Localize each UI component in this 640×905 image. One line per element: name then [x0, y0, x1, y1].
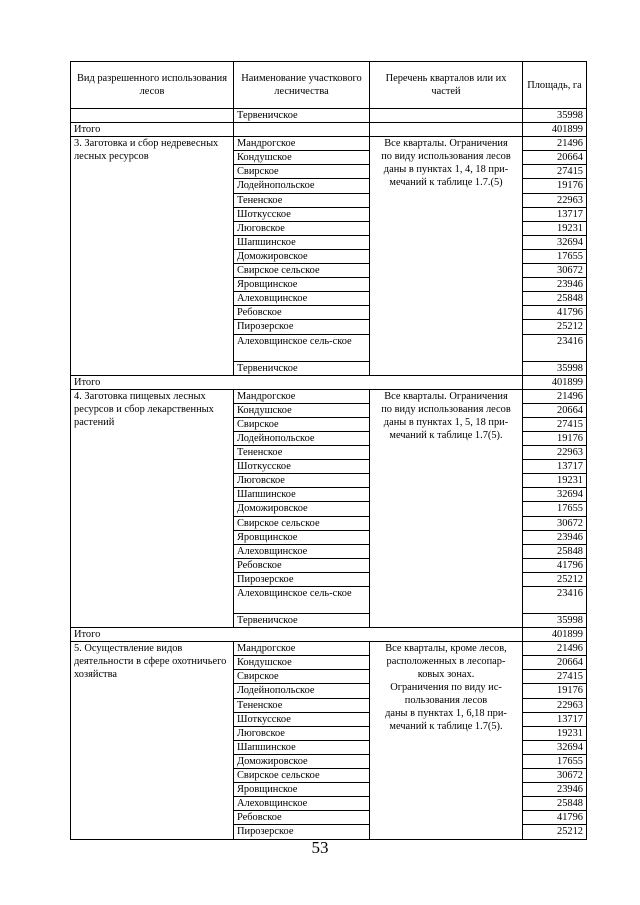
- forestry-name: Кондушское: [234, 151, 370, 165]
- forestry-name: Шапшинское: [234, 235, 370, 249]
- area-value: 25848: [523, 292, 587, 306]
- quarters-notes: [370, 389, 523, 627]
- notes-line: Ограничения по виду ис-: [390, 682, 502, 694]
- notes-line: Все кварталы. Ограничения: [384, 138, 508, 150]
- forestry-name: Пирозерское: [234, 825, 370, 839]
- total-label: Итого: [71, 628, 523, 642]
- area-value: 35998: [523, 361, 587, 375]
- area-value: 25212: [523, 825, 587, 839]
- forestry-name: Яровщинское: [234, 783, 370, 797]
- area-value: 27415: [523, 417, 587, 431]
- notes-line: мечаний к таблице 1.7(5).: [389, 721, 503, 733]
- area-value: 32694: [523, 235, 587, 249]
- table-row: [71, 109, 587, 123]
- forestry-name: Шоткусское: [234, 712, 370, 726]
- forestry-name: Пирозерское: [234, 320, 370, 334]
- area-value: 23946: [523, 530, 587, 544]
- notes-line: ковых зонах.: [417, 669, 475, 681]
- forestry-name: Алеховщинское сель-ское: [234, 587, 370, 614]
- notes-line: пользования лесов: [404, 695, 488, 707]
- forestry-name: Ребовское: [234, 306, 370, 320]
- header-quarters: Перечень кварталов или их частей: [370, 62, 523, 109]
- header-row: [71, 62, 587, 109]
- forestry-name: Алеховщинское: [234, 292, 370, 306]
- area-value: 30672: [523, 264, 587, 278]
- area-value: 25212: [523, 320, 587, 334]
- notes-line: мечаний к таблице 1.7.(5): [389, 177, 503, 189]
- area-value: 19231: [523, 474, 587, 488]
- total-value: 401899: [523, 123, 587, 137]
- forestry-name: Тервеничское: [234, 361, 370, 375]
- forestry-name: Ребовское: [234, 811, 370, 825]
- area-value: 32694: [523, 740, 587, 754]
- area-value: 13717: [523, 460, 587, 474]
- forestry-name: Пирозерское: [234, 572, 370, 586]
- forestry-name: Тервеничское: [234, 614, 370, 628]
- area-value: 22963: [523, 193, 587, 207]
- area-value: 20664: [523, 656, 587, 670]
- area-value: 23416: [523, 587, 587, 614]
- area-value: 23946: [523, 278, 587, 292]
- area-value: 19176: [523, 684, 587, 698]
- quarters-notes: [370, 642, 523, 839]
- area-value: 27415: [523, 165, 587, 179]
- forestry-name: Свирское: [234, 670, 370, 684]
- type-cell: [71, 109, 234, 123]
- area-value: 20664: [523, 151, 587, 165]
- forestry-name: Лодейнопольское: [234, 179, 370, 193]
- forestry-name: Шоткусское: [234, 207, 370, 221]
- notes-line: даны в пунктах 1, 6,18 при-: [385, 708, 507, 720]
- forestry-name: Яровщинское: [234, 278, 370, 292]
- forestry-name: Свирское: [234, 165, 370, 179]
- forestry-name: Свирское сельское: [234, 264, 370, 278]
- forestry-name: Лодейнопольское: [234, 431, 370, 445]
- forestry-name: Алеховщинское сель-ское: [234, 334, 370, 361]
- area-value: 17655: [523, 502, 587, 516]
- total-value: 401899: [523, 375, 587, 389]
- area-value: 17655: [523, 249, 587, 263]
- table-row: [71, 137, 587, 151]
- forestry-name: Доможировское: [234, 502, 370, 516]
- notes-line: даны в пунктах 1, 5, 18 при-: [383, 416, 509, 428]
- area-value: 23946: [523, 783, 587, 797]
- total-row: [71, 375, 587, 389]
- area-value: 41796: [523, 811, 587, 825]
- area-value: 20664: [523, 403, 587, 417]
- forestry-name: Свирское сельское: [234, 516, 370, 530]
- forestry-name: Люговское: [234, 726, 370, 740]
- area-value: 21496: [523, 642, 587, 656]
- area-value: 22963: [523, 446, 587, 460]
- area-value: 41796: [523, 558, 587, 572]
- table-body: [71, 62, 587, 840]
- forestry-name: Шоткусское: [234, 460, 370, 474]
- area-value: 13717: [523, 712, 587, 726]
- section-title: 5. Осуществление видов деятельности в сфере охотничьего хозяйства: [71, 642, 234, 839]
- area-value: 25212: [523, 572, 587, 586]
- area-value: 25848: [523, 544, 587, 558]
- forestry-name: Яровщинское: [234, 530, 370, 544]
- section-title: 4. Заготовка пищевых лесных ресурсов и сбор лекарственных растений: [71, 389, 234, 627]
- forestry-name: Алеховщинское: [234, 544, 370, 558]
- area-value: 19231: [523, 726, 587, 740]
- forest-use-table: [70, 61, 587, 840]
- area-value: 21496: [523, 137, 587, 151]
- forestry-name: Шапшинское: [234, 488, 370, 502]
- area-value: 32694: [523, 488, 587, 502]
- notes-line: Все кварталы. Ограничения: [384, 390, 508, 402]
- forestry-name: Люговское: [234, 221, 370, 235]
- total-row: [71, 123, 587, 137]
- table-row: [71, 389, 587, 403]
- forestry-name: Доможировское: [234, 754, 370, 768]
- forestry-name: Алеховщинское: [234, 797, 370, 811]
- total-value: 401899: [523, 628, 587, 642]
- area-value: 21496: [523, 389, 587, 403]
- total-label: Итого: [71, 123, 234, 137]
- notes-line: даны в пунктах 1, 4, 18 при-: [383, 164, 509, 176]
- forestry-name: Свирское сельское: [234, 769, 370, 783]
- area-value: 17655: [523, 754, 587, 768]
- forestry-name: Тененское: [234, 698, 370, 712]
- table-row: [71, 642, 587, 656]
- area-value: 19176: [523, 179, 587, 193]
- quarters-cell: [370, 123, 523, 137]
- forestry-name: Кондушское: [234, 656, 370, 670]
- area-value: 30672: [523, 769, 587, 783]
- area-value: 13717: [523, 207, 587, 221]
- area-value: 19231: [523, 221, 587, 235]
- page-number: 53: [311, 838, 329, 857]
- forestry-name: Мандрогское: [234, 137, 370, 151]
- forestry-name: Мандрогское: [234, 642, 370, 656]
- forestry-name: Тененское: [234, 446, 370, 460]
- notes-line: по виду использования лесов: [381, 403, 511, 415]
- quarters-notes: [370, 137, 523, 375]
- forestry-name: Шапшинское: [234, 740, 370, 754]
- total-label: Итого: [71, 375, 523, 389]
- header-area: Площадь, га: [523, 62, 587, 109]
- forestry-name: Тененское: [234, 193, 370, 207]
- area-value: 27415: [523, 670, 587, 684]
- notes-line: расположенных в лесопар-: [386, 656, 506, 668]
- forestry-name: [234, 123, 370, 137]
- forestry-name: Люговское: [234, 474, 370, 488]
- area-value: 35998: [523, 109, 587, 123]
- forestry-name: Свирское: [234, 417, 370, 431]
- area-value: 19176: [523, 431, 587, 445]
- area-value: 22963: [523, 698, 587, 712]
- forestry-name: Ребовское: [234, 558, 370, 572]
- area-value: 30672: [523, 516, 587, 530]
- header-type: Вид разрешенного использования лесов: [71, 62, 234, 109]
- area-value: 35998: [523, 614, 587, 628]
- forestry-name: Тервеничское: [234, 109, 370, 123]
- forestry-name: Мандрогское: [234, 389, 370, 403]
- notes-line: по виду использования лесов: [381, 151, 511, 163]
- notes-line: мечаний к таблице 1.7(5).: [389, 429, 503, 441]
- forestry-name: Лодейнопольское: [234, 684, 370, 698]
- forestry-name: Доможировское: [234, 249, 370, 263]
- area-value: 25848: [523, 797, 587, 811]
- total-row: [71, 628, 587, 642]
- notes-line: Все кварталы, кроме лесов,: [385, 643, 507, 655]
- area-value: 23416: [523, 334, 587, 361]
- quarters-cell: [370, 109, 523, 123]
- section-title: 3. Заготовка и сбор недревесных лесных ресурсов: [71, 137, 234, 375]
- forestry-name: Кондушское: [234, 403, 370, 417]
- area-value: 41796: [523, 306, 587, 320]
- header-forestry: Наименование участкового лесничества: [234, 62, 370, 109]
